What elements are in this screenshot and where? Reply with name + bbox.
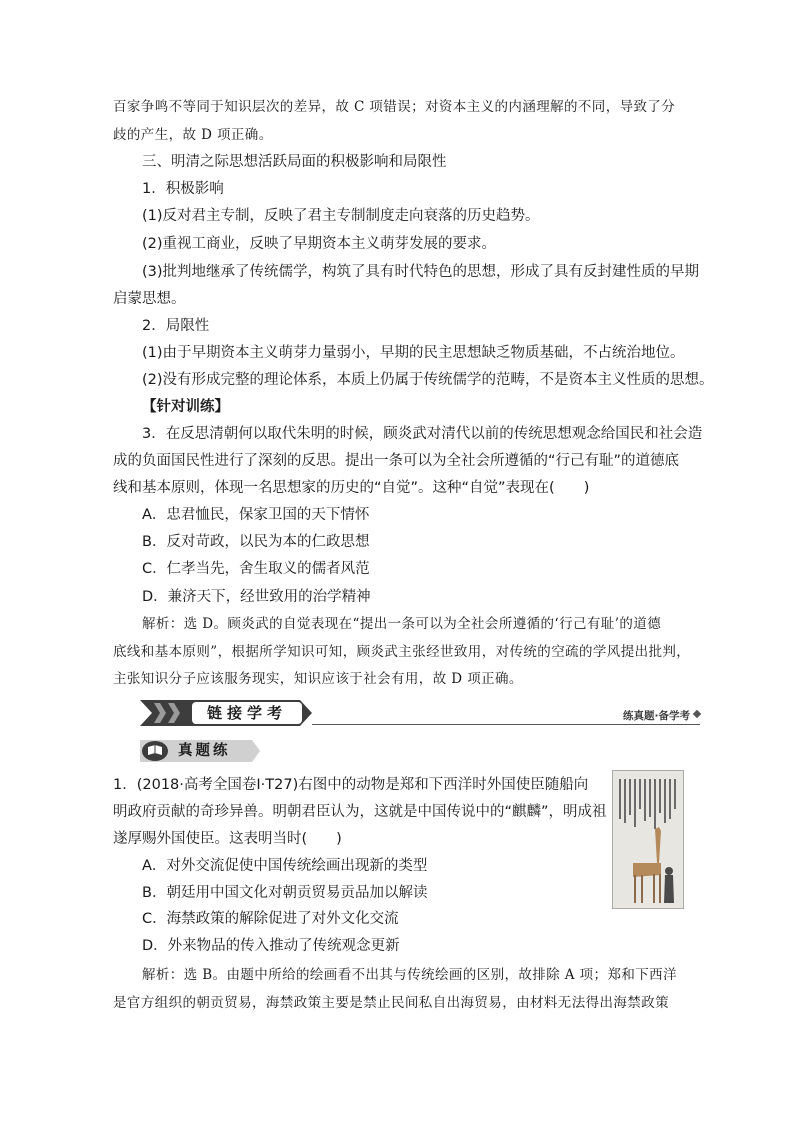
giraffe-painting-image bbox=[612, 770, 684, 909]
section-title: 三、明清之际思想活跃局面的积极影响和局限性 bbox=[142, 154, 447, 170]
limits-item-2: (2)没有形成完整的理论体系，本质上仍属于传统儒学的范畴，不是资本主义性质的思想。 bbox=[142, 372, 714, 388]
real-option-b: B．朝廷用中国文化对朝贡贸易贡品加以解读 bbox=[142, 885, 428, 901]
section-banner bbox=[140, 700, 700, 726]
positive-item-2: (2)重视工商业，反映了早期资本主义萌芽发展的要求。 bbox=[142, 236, 497, 252]
practice-explanation-line3: 主张知识分子应该服务现实，知识应该于社会有用，故 D 项正确。 bbox=[113, 671, 523, 687]
practice-tag: 【针对训练】 bbox=[142, 399, 229, 415]
real-question-line1: 1．(2018·高考全国卷Ⅰ·T27)右图中的动物是郑和下西洋时外国使臣随船向 bbox=[113, 777, 589, 793]
positive-heading: 1．积极影响 bbox=[142, 181, 224, 197]
real-explanation-line2: 是官方组织的朝贡贸易，海禁政策主要是禁止民间私自出海贸易，由材料无法得出海禁政策 bbox=[113, 995, 669, 1011]
practice-option-c: C．仁孝当先，舍生取义的儒者风范 bbox=[142, 561, 370, 577]
practice-explanation-line2: 底线和基本原则”，根据所学知识可知，顾炎武主张经世致用，对传统的空疏的学风提出批判， bbox=[113, 644, 691, 660]
banner-title: 链接学考 bbox=[192, 702, 302, 724]
practice-option-a: A．忠君恤民，保家卫国的天下情怀 bbox=[142, 507, 370, 523]
limits-item-1: (1)由于早期资本主义萌芽力量弱小，早期的民主思想缺乏物质基础，不占统治地位。 bbox=[142, 345, 685, 361]
real-option-c: C．海禁政策的解除促进了对外文化交流 bbox=[142, 911, 399, 927]
practice-question-line2: 成的负面国民性进行了深刻的反思。提出一条可以为全社会所遵循的“行己有耻”的道德底 bbox=[113, 453, 680, 469]
subsection-header bbox=[140, 740, 260, 762]
prev-explanation-line2: 歧的产生，故 D 项正确。 bbox=[113, 127, 273, 143]
practice-option-d: D．兼济天下，经世致用的治学精神 bbox=[142, 589, 371, 605]
real-option-d: D．外来物品的传入推动了传统观念更新 bbox=[142, 938, 400, 954]
positive-item-1: (1)反对君主专制，反映了君主专制制度走向衰落的历史趋势。 bbox=[142, 208, 540, 224]
real-option-a: A．对外交流促使中国传统绘画出现新的类型 bbox=[142, 858, 428, 874]
banner-rule bbox=[312, 724, 700, 725]
practice-question-line3: 线和基本原则，体现一名思想家的历史的“自觉”。这种“自觉”表现在( ) bbox=[113, 480, 590, 496]
real-explanation-line1: 解析：选 B。由题中所给的绘画看不出其与传统绘画的区别，故排除 A 项；郑和下西洋 bbox=[142, 967, 677, 983]
real-question-line3: 遂厚赐外国使臣。这表明当时( ) bbox=[113, 831, 342, 847]
diamond-icon bbox=[693, 710, 701, 718]
banner-subtitle: 练真题·备学考 bbox=[623, 710, 690, 722]
prev-explanation-line1: 百家争鸣不等同于知识层次的差异，故 C 项错误；对资本主义的内涵理解的不同，导致了分 bbox=[113, 99, 676, 115]
positive-item-3-cont: 启蒙思想。 bbox=[113, 291, 186, 307]
practice-explanation-line1: 解析：选 D。顾炎武的自觉表现在“提出一条可以为全社会所遵循的‘行己有耻’的道德 bbox=[142, 616, 662, 632]
practice-question-line1: 3．在反思清朝何以取代朱明的时候，顾炎武对清代以前的传统思想观念给国民和社会造 bbox=[142, 426, 703, 442]
real-question-line2: 明政府贡献的奇珍异兽。明朝君臣认为，这就是中国传说中的“麒麟”，明成祖 bbox=[113, 804, 607, 820]
limits-heading: 2．局限性 bbox=[142, 318, 210, 334]
book-icon bbox=[142, 741, 168, 761]
positive-item-3: (3)批判地继承了传统儒学，构筑了具有时代特色的思想，形成了具有反封建性质的早期 bbox=[142, 264, 700, 280]
practice-option-b: B．反对苛政，以民为本的仁政思想 bbox=[142, 534, 370, 550]
subsection-title: 真题练 bbox=[178, 743, 231, 759]
